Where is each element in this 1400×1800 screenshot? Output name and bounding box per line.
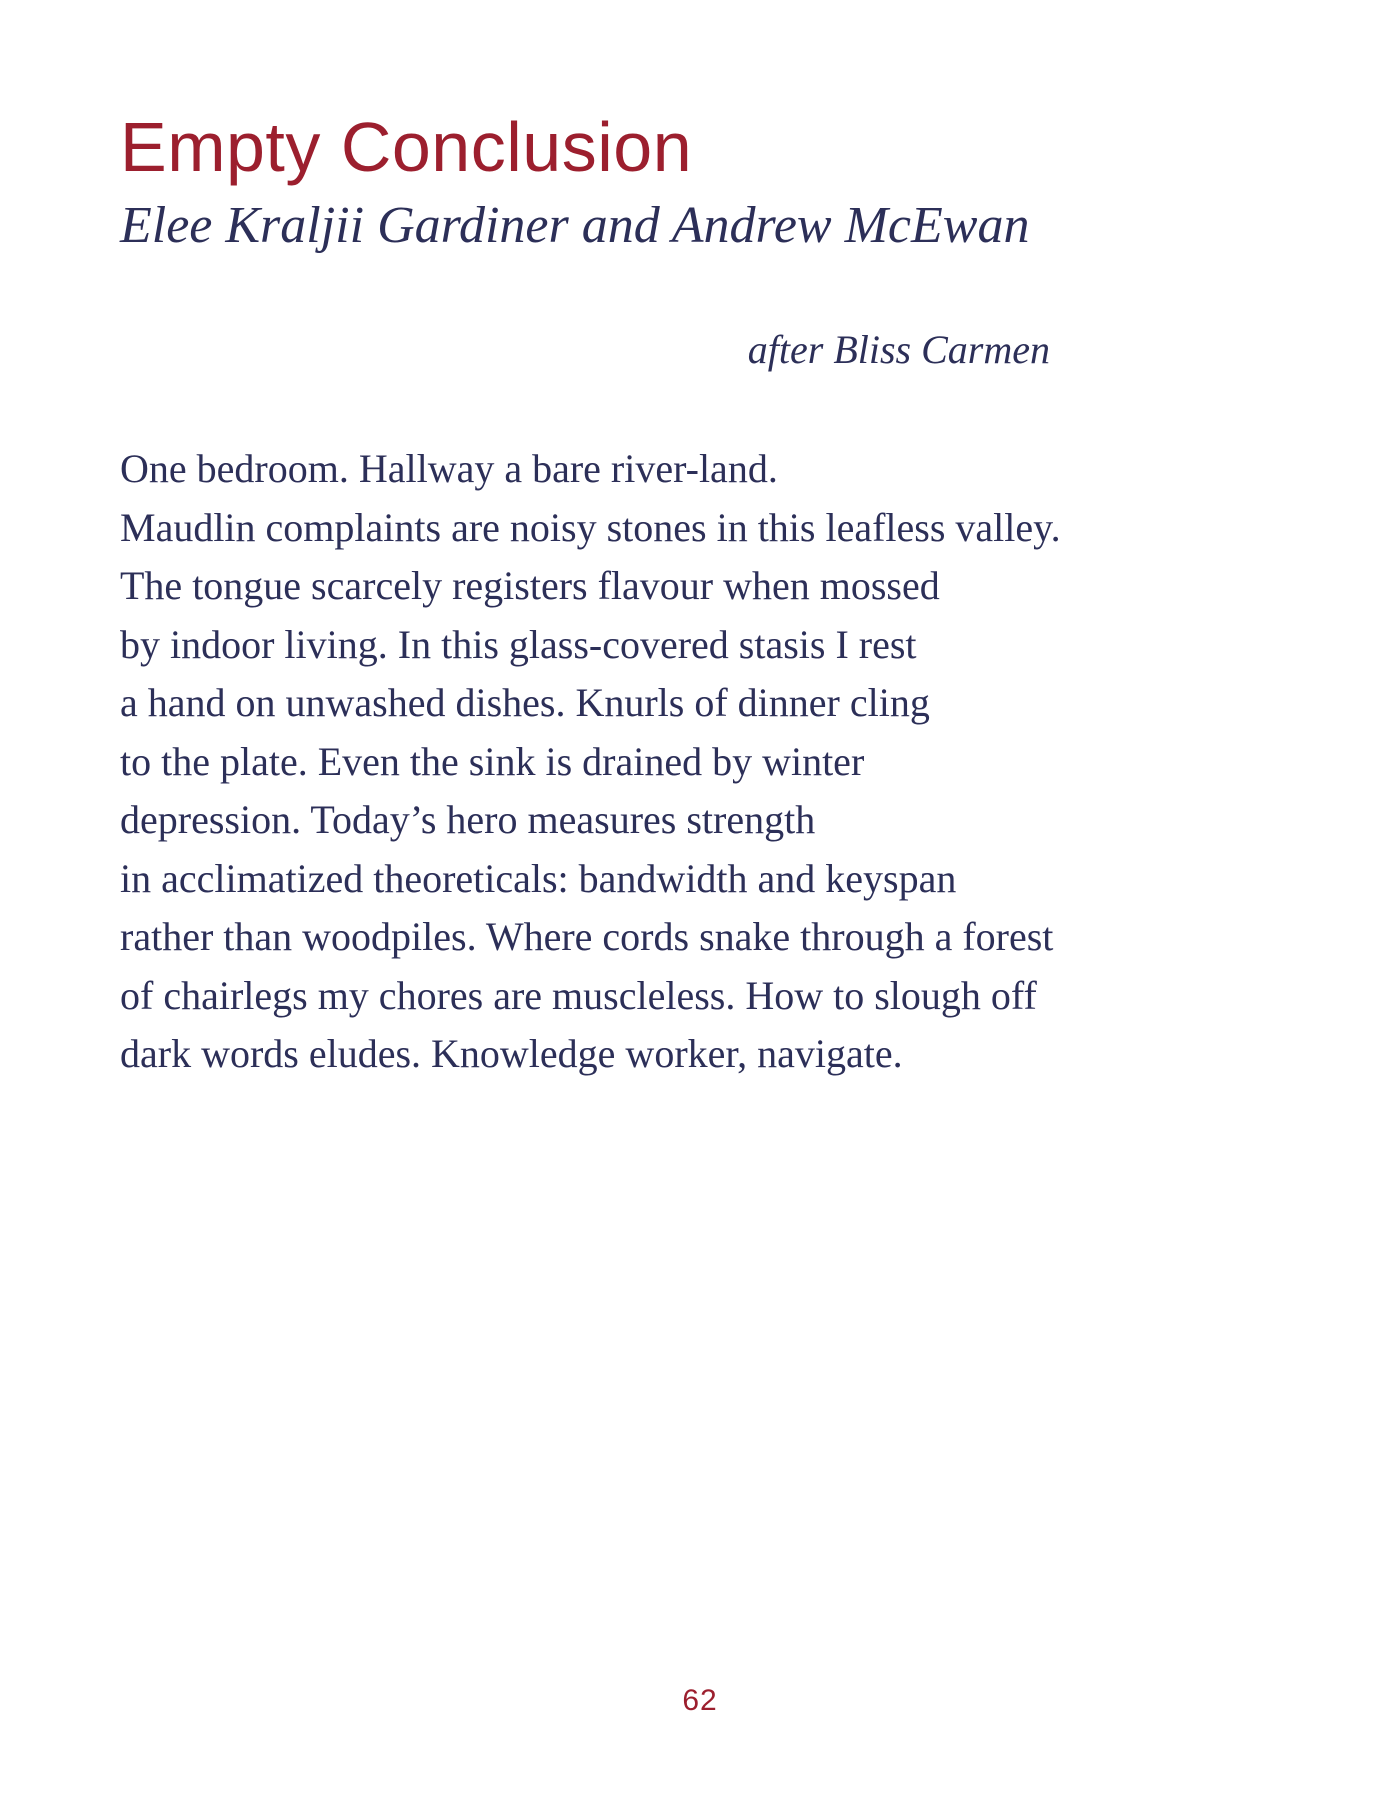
poem-line: to the plate. Even the sink is drained by winter [120, 738, 865, 784]
poem-line: by indoor living. In this glass-covered stasis I rest [120, 621, 917, 667]
poem-epigraph: after Bliss Carmen [747, 327, 1050, 372]
poem-line: of chairlegs my chores are muscleless. How to slough off [120, 972, 1037, 1018]
poem-line: Maudlin complaints are noisy stones in this leafless valley. [120, 504, 1061, 550]
poem-line: The tongue scarcely registers flavour when mossed [120, 563, 940, 608]
poem-title: Empty Conclusion [120, 108, 693, 186]
poem-line: One bedroom. Hallway a bare river-land. [120, 446, 778, 491]
poem-authors: Elee Kraljii Gardiner and Andrew McEwan [120, 197, 1030, 254]
poem-line: dark words eludes. Knowledge worker, navigate. [120, 1031, 903, 1076]
poem-line: a hand on unwashed dishes. Knurls of dinner cling [120, 680, 930, 725]
page-number: 62 [682, 1684, 718, 1717]
poem-line: in acclimatized theoreticals: bandwidth and keyspan [120, 855, 957, 901]
poem-line: rather than woodpiles. Where cords snake through a forest [120, 914, 1054, 959]
poem-line: depression. Today’s hero measures strength [120, 797, 816, 842]
poem-body [120, 440, 1061, 1084]
